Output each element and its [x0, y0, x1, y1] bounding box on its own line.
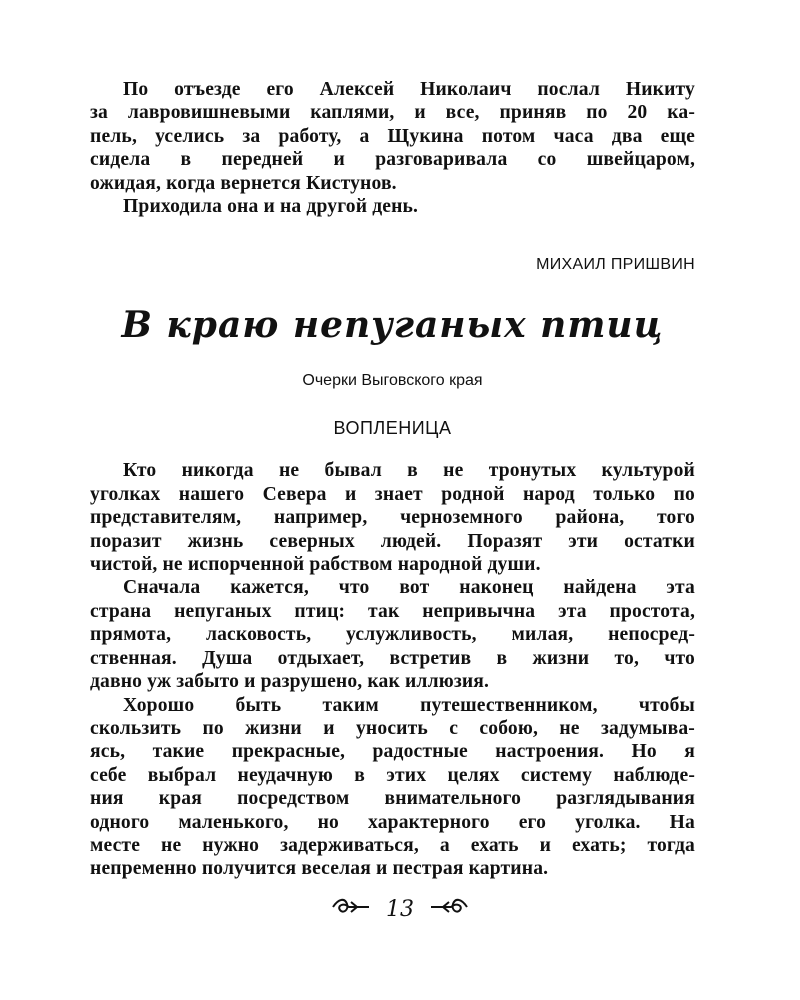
- work-title: В краю непуганых птиц: [121, 304, 664, 347]
- work-subtitle: Очерки Выговского края: [302, 372, 483, 390]
- text-line: поразит жизнь северных людей. Поразят эти остатки: [90, 530, 695, 552]
- text-line: себе выбрал неудачную в этих целях систему наблюде-: [90, 764, 695, 786]
- text-line: страна непуганых птиц: так непривычна эта простота,: [90, 600, 695, 622]
- text-line: уголках нашего Севера и знает родной народ только по: [90, 483, 695, 505]
- text-line: чистой, не испорченной рабством народной души.: [90, 554, 541, 576]
- paragraph: [90, 576, 695, 693]
- text-line: Кто никогда не бывал в не тронутых культурой: [123, 460, 695, 482]
- section-title: ВОПЛЕНИЦА: [333, 418, 452, 439]
- page-footer: [0, 896, 800, 924]
- paragraph: [90, 78, 695, 195]
- text-line: Сначала кажется, что вот наконец найдена эта: [123, 577, 695, 599]
- paragraph: [90, 694, 695, 881]
- text-line: сидела в передней и разговаривала со швейцаром,: [90, 149, 695, 171]
- previous-text: [90, 78, 695, 218]
- paragraph: [90, 195, 695, 218]
- text-line: представителям, например, черноземного района, того: [90, 507, 695, 529]
- paragraph: [90, 459, 695, 576]
- text-line: за лавровишневыми каплями, и все, приняв по 20 ка-: [90, 102, 695, 124]
- text-line: непременно получится веселая и пестрая картина.: [90, 858, 549, 880]
- page-number: 13: [386, 897, 414, 922]
- author-name: МИХАИЛ ПРИШВИН: [536, 256, 695, 274]
- text-line: ния края посредством внимательного разглядывания: [90, 788, 695, 810]
- text-line: скользить по жизни и уносить с собою, не задумыва-: [90, 717, 695, 739]
- text-line: пель, уселись за работу, а Щукина потом часа два еще: [90, 125, 695, 147]
- ornament-right-icon: [429, 896, 469, 924]
- text-line: По отъезде его Алексей Николаич послал Никиту: [123, 79, 695, 100]
- text-line: ожидая, когда вернется Кистунов.: [90, 172, 397, 194]
- text-line: ясь, такие прекрасные, радостные настроения. Но я: [90, 741, 695, 763]
- text-line: прямота, ласковость, услужливость, милая, непосред-: [90, 624, 695, 646]
- text-line: давно уж забыто и разрушено, как иллюзия.: [90, 671, 490, 693]
- text-line: одного маленького, но характерного его уголка. На: [90, 811, 695, 833]
- text-line: месте не нужно задерживаться, а ехать и ехать; тогда: [90, 834, 695, 856]
- ornament-left-icon: [331, 896, 371, 924]
- body-text: [90, 459, 695, 880]
- text-line: ственная. Душа отдыхает, встретив в жизни то, что: [90, 647, 695, 669]
- text-line: Приходила она и на другой день.: [123, 196, 419, 218]
- page-content: [90, 78, 695, 881]
- text-line: Хорошо быть таким путешественником, чтобы: [123, 694, 695, 716]
